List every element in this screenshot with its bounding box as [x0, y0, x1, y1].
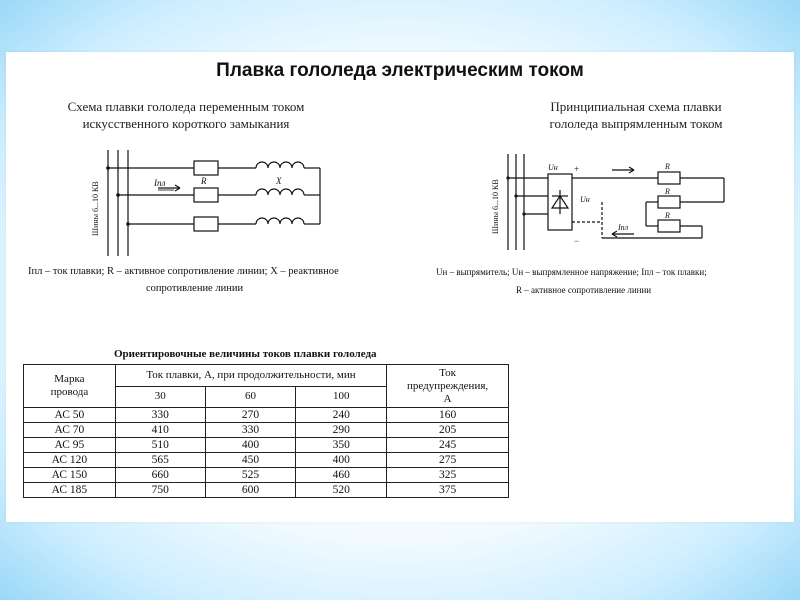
- cell-100: 350: [296, 438, 387, 453]
- left-note-line-2: сопротивление линии: [146, 283, 244, 294]
- slide: [6, 52, 794, 522]
- table-row: [24, 453, 509, 468]
- rectifier-label: Uн: [548, 163, 558, 172]
- slide-title: Плавка гололеда электрическим током: [216, 60, 584, 81]
- cell-100: 290: [296, 423, 387, 438]
- cell-brand: АС 70: [24, 423, 116, 438]
- cell-brand: АС 120: [24, 453, 116, 468]
- cell-brand: АС 50: [24, 408, 116, 423]
- table-title: Ориентировочные величины токов плавки гололеда: [114, 348, 377, 360]
- current-label: Iпл: [154, 178, 166, 188]
- resistor-r3: [194, 217, 218, 231]
- x-label: X: [276, 176, 282, 186]
- cell-brand: АС 95: [24, 438, 116, 453]
- table-row: [24, 468, 509, 483]
- inductor-x3: [256, 218, 304, 224]
- bus-label: Шины 6...10 КВ: [491, 179, 500, 234]
- resistor-r1: [658, 172, 680, 184]
- cell-warning: 325: [387, 468, 509, 483]
- left-note-line-1: Iпл – ток плавки; R – активное сопротивление линии; X – реактивное: [28, 266, 339, 277]
- right-note-line-2: R – активное сопротивление линии: [516, 285, 652, 295]
- resistor-r3: [658, 220, 680, 232]
- cell-60: 330: [205, 423, 296, 438]
- header-brand-line-1: Марка: [54, 373, 85, 385]
- cell-60: 525: [205, 468, 296, 483]
- resistor-r1: [194, 161, 218, 175]
- r-label-1: R: [665, 162, 670, 171]
- inductor-x2: [256, 189, 304, 195]
- right-caption-line-2: гололеда выпрямленным током: [549, 116, 723, 131]
- cell-100: 400: [296, 453, 387, 468]
- table-row: [24, 408, 509, 423]
- cell-30: 660: [115, 468, 205, 483]
- left-caption-line-2: искусственного короткого замыкания: [82, 116, 290, 131]
- cell-100: 520: [296, 483, 387, 498]
- cell-warning: 205: [387, 423, 509, 438]
- resistor-r2: [194, 188, 218, 202]
- table-row: [24, 438, 509, 453]
- right-note-line-1: Uн – выпрямитель; Uн – выпрямленное напряжение; Iпл – ток плавки;: [436, 267, 707, 277]
- cell-warning: 275: [387, 453, 509, 468]
- dc-melting-diagram: [482, 152, 742, 252]
- cell-60: 270: [205, 408, 296, 423]
- left-note: [28, 266, 408, 294]
- table-header-row: [24, 365, 509, 387]
- header-current: Ток плавки, А, при продолжительности, мин: [115, 365, 386, 387]
- header-brand-line-2: провода: [50, 386, 89, 398]
- cell-warning: 375: [387, 483, 509, 498]
- cell-30: 410: [115, 423, 205, 438]
- table-row: [24, 483, 509, 498]
- cell-30: 750: [115, 483, 205, 498]
- cell-warning: 245: [387, 438, 509, 453]
- melting-current-table: [23, 364, 509, 498]
- header-warning-line-3: А: [443, 392, 452, 405]
- inductor-x1: [256, 162, 304, 168]
- header-warning: [387, 365, 509, 408]
- cell-brand: АС 150: [24, 468, 116, 483]
- cell-60: 450: [205, 453, 296, 468]
- r-label: R: [201, 176, 207, 186]
- duration-100: 100: [296, 386, 387, 408]
- minus-sign: −: [574, 236, 580, 246]
- header-warning-line-2: предупреждения,: [406, 379, 489, 392]
- bus-label: Шины 6...10 КВ: [91, 181, 100, 236]
- right-caption-line-1: Принципиальная схема плавки: [550, 99, 722, 114]
- left-caption-line-1: Схема плавки гололеда переменным током: [67, 99, 305, 114]
- right-note: [436, 267, 786, 295]
- right-caption: [486, 98, 786, 132]
- cell-30: 565: [115, 453, 205, 468]
- header-brand: [24, 365, 116, 408]
- cell-30: 510: [115, 438, 205, 453]
- cell-60: 600: [205, 483, 296, 498]
- current-label: Iпл: [618, 223, 629, 232]
- duration-60: 60: [205, 386, 296, 408]
- r-label-3: R: [665, 211, 670, 220]
- resistor-r2: [658, 196, 680, 208]
- cell-30: 330: [115, 408, 205, 423]
- plus-sign: +: [574, 164, 580, 174]
- voltage-label: Uн: [580, 195, 590, 204]
- cell-100: 240: [296, 408, 387, 423]
- r-label-2: R: [665, 187, 670, 196]
- cell-warning: 160: [387, 408, 509, 423]
- duration-30: 30: [115, 386, 205, 408]
- header-warning-line-1: Ток: [439, 366, 456, 379]
- ac-melting-diagram: [76, 148, 346, 258]
- table-row: [24, 423, 509, 438]
- cell-brand: АС 185: [24, 483, 116, 498]
- cell-60: 400: [205, 438, 296, 453]
- cell-100: 460: [296, 468, 387, 483]
- left-caption: [26, 98, 346, 132]
